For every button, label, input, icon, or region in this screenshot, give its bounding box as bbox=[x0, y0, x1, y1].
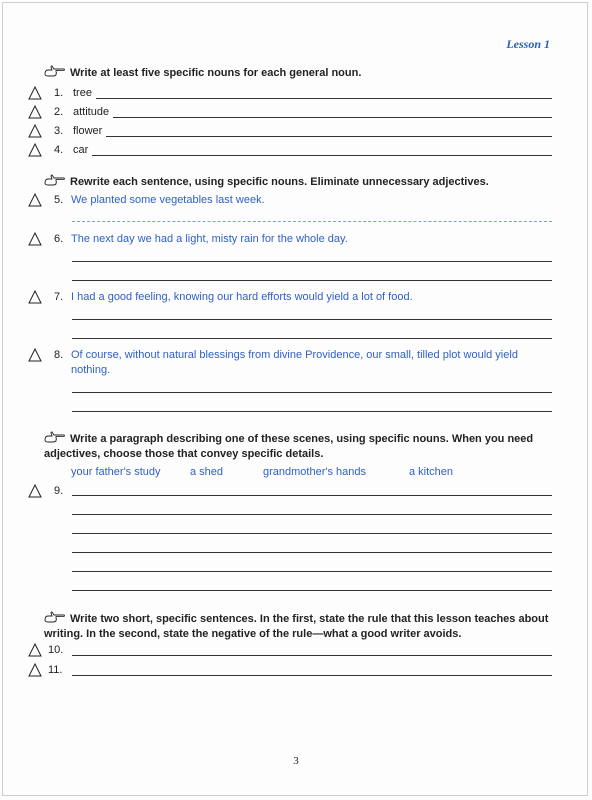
triangle-icon bbox=[28, 105, 42, 119]
item-number: 7. bbox=[54, 291, 64, 303]
general-noun: car bbox=[73, 144, 89, 156]
instruction-text: Write at least five specific nouns for each general noun. bbox=[70, 67, 362, 79]
triangle-icon bbox=[28, 643, 42, 657]
pointing-hand-icon bbox=[44, 611, 66, 623]
item-number: 11. bbox=[48, 664, 63, 676]
page-border bbox=[2, 2, 588, 796]
triangle-icon bbox=[28, 290, 42, 304]
answer-line[interactable] bbox=[96, 98, 552, 99]
item-number: 1. bbox=[54, 87, 64, 99]
answer-line[interactable] bbox=[72, 533, 552, 534]
triangle-icon bbox=[28, 484, 42, 498]
answer-line[interactable] bbox=[72, 514, 552, 515]
triangle-icon bbox=[28, 232, 42, 246]
item-number: 3. bbox=[54, 125, 64, 137]
answer-line[interactable] bbox=[72, 411, 552, 412]
instruction-3 bbox=[44, 431, 534, 462]
instruction-4 bbox=[44, 611, 550, 642]
answer-line[interactable] bbox=[72, 221, 552, 222]
sentence-text: We planted some vegetables last week. bbox=[71, 194, 265, 206]
answer-line[interactable] bbox=[72, 319, 552, 320]
item-number: 6. bbox=[54, 233, 64, 245]
item-number: 2. bbox=[54, 106, 64, 118]
answer-line[interactable] bbox=[106, 136, 552, 137]
answer-line[interactable] bbox=[72, 571, 552, 572]
general-noun: tree bbox=[73, 87, 92, 99]
general-noun: flower bbox=[73, 125, 103, 137]
triangle-icon bbox=[28, 193, 42, 207]
general-noun: attitude bbox=[73, 106, 110, 118]
instruction-text: Write a paragraph describing one of these scenes, using specific nouns. When you need adjectives, choose those that convey specific details. bbox=[44, 433, 534, 460]
answer-line[interactable] bbox=[72, 675, 552, 676]
page-number: 3 bbox=[293, 755, 299, 767]
item-number: 5. bbox=[54, 194, 64, 206]
pointing-hand-icon bbox=[44, 65, 66, 77]
sentence-text: I had a good feeling, knowing our hard efforts would yield a lot of food. bbox=[71, 291, 413, 303]
triangle-icon bbox=[28, 86, 42, 100]
item-number: 10. bbox=[48, 644, 64, 656]
answer-line[interactable] bbox=[113, 117, 552, 118]
sentence-text: The next day we had a light, misty rain for the whole day. bbox=[71, 233, 348, 245]
answer-line[interactable] bbox=[72, 338, 552, 339]
item-number: 9. bbox=[54, 485, 64, 497]
triangle-icon bbox=[28, 348, 42, 362]
answer-line[interactable] bbox=[72, 280, 552, 281]
scene-option: grandmother's hands bbox=[263, 466, 366, 478]
pointing-hand-icon bbox=[44, 174, 66, 186]
scene-option: a shed bbox=[190, 466, 224, 478]
answer-line[interactable] bbox=[72, 655, 552, 656]
lesson-label: Lesson 1 bbox=[506, 37, 550, 51]
scene-option: your father's study bbox=[71, 466, 161, 478]
answer-line[interactable] bbox=[72, 552, 552, 553]
triangle-icon bbox=[28, 124, 42, 138]
scene-option: a kitchen bbox=[409, 466, 454, 478]
instruction-text: Write two short, specific sentences. In the first, state the rule that this lesson teaches about writing. In the second, state the negative of the rule—what a good writer avoids. bbox=[44, 613, 549, 640]
item-number: 8. bbox=[54, 349, 64, 361]
sentence-text: Of course, without natural blessings from divine Providence, our small, tilled plot would yield nothing. bbox=[71, 349, 518, 376]
triangle-icon bbox=[28, 663, 42, 677]
triangle-icon bbox=[28, 143, 42, 157]
instruction-1 bbox=[44, 65, 361, 81]
answer-line[interactable] bbox=[92, 155, 552, 156]
item-number: 4. bbox=[54, 144, 64, 156]
answer-line[interactable] bbox=[72, 261, 552, 262]
instruction-2 bbox=[44, 174, 489, 190]
instruction-text: Rewrite each sentence, using specific nouns. Eliminate unnecessary adjectives. bbox=[70, 176, 489, 188]
pointing-hand-icon bbox=[44, 431, 66, 443]
answer-line[interactable] bbox=[72, 392, 552, 393]
answer-line[interactable] bbox=[72, 495, 552, 496]
answer-line[interactable] bbox=[72, 590, 552, 591]
